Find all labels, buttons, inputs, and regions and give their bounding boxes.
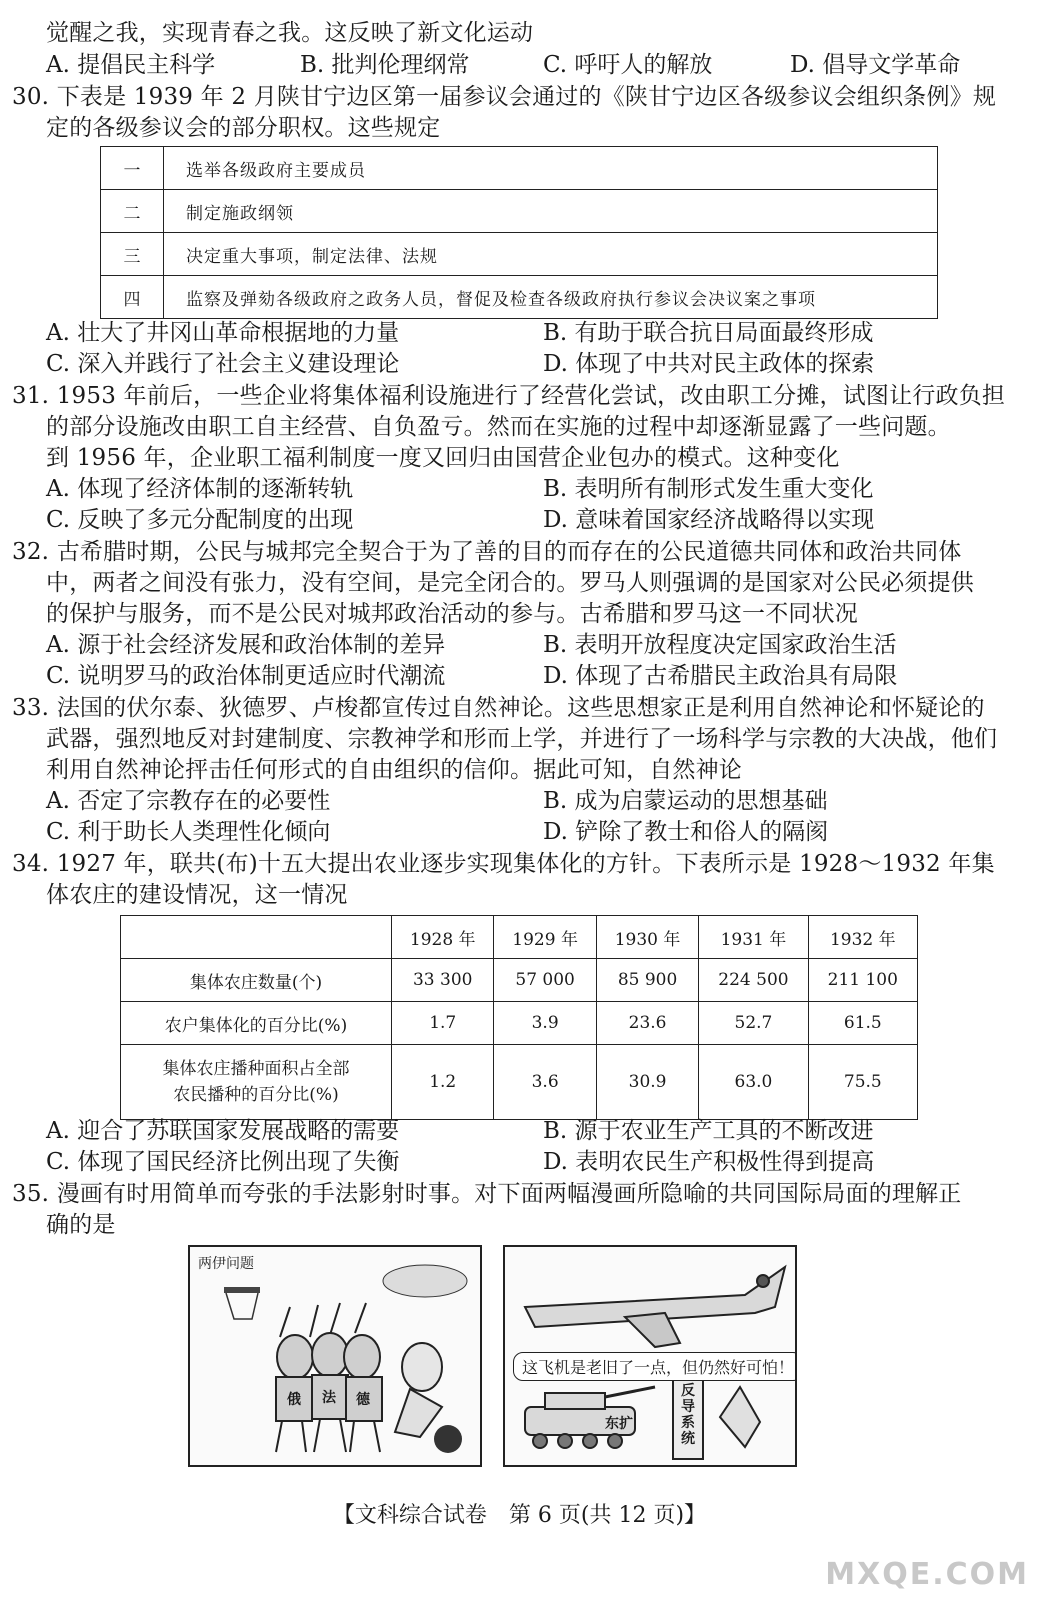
- q33-stem-line-3: 利用自然神论抨击任何形式的自由组织的信仰。据此可知，自然神论: [46, 757, 742, 783]
- q30-row-text: 决定重大事项，制定法律、法规: [164, 233, 938, 276]
- q33-option-d: D. 铲除了教士和俗人的隔阂: [543, 819, 829, 845]
- q30-row-text: 监察及弹劾各级政府之政务人员，督促及检查各级政府执行参议会决议案之事项: [164, 276, 938, 319]
- q34-table-row: [121, 959, 918, 1002]
- q34-cell: 1.2: [392, 1045, 494, 1120]
- q34-cell: 61.5: [808, 1002, 917, 1045]
- q33-stem-line-2: 武器，强烈地反对封建制度、宗教神学和形而上学，并进行了一场科学与宗教的大决战，他们: [46, 726, 998, 752]
- cartoon1-label-russia: 俄: [287, 1392, 301, 1408]
- q34-cell: 1.7: [392, 1002, 494, 1045]
- cartoon1-caption: 两伊问题: [198, 1256, 254, 1272]
- cartoon1-label-germany: 德: [356, 1392, 370, 1408]
- q30-stem-line-2: 定的各级参议会的部分职权。这些规定: [46, 115, 441, 141]
- q34-year-header: 1931 年: [699, 916, 808, 959]
- q33-option-b: B. 成为启蒙运动的思想基础: [543, 788, 828, 814]
- q30-row-text: 制定施政纲领: [164, 190, 938, 233]
- q34-table: [120, 915, 918, 1120]
- q29-option-d: D. 倡导文学革命: [790, 52, 961, 78]
- q30-table-row: [101, 276, 938, 319]
- q29-option-c: C. 呼吁人的解放: [543, 52, 713, 78]
- q32-stem-line-2: 中，两者之间没有张力，没有空间，是完全闭合的。罗马人则强调的是国家对公民必须提供: [46, 570, 974, 596]
- cartoon1-drawing: [190, 1247, 480, 1465]
- q30-option-b: B. 有助于联合抗日局面最终形成: [543, 320, 874, 346]
- q30-row-number: 二: [101, 190, 164, 233]
- q30-option-a: A. 壮大了井冈山革命根据地的力量: [46, 320, 400, 346]
- q34-cell: 211 100: [808, 959, 917, 1002]
- q34-table-row: [121, 1002, 918, 1045]
- q34-year-header: 1928 年: [392, 916, 494, 959]
- q30-table-row: [101, 233, 938, 276]
- q34-stem-line-2: 体农庄的建设情况，这一情况: [46, 882, 348, 908]
- q32-stem-line-1: 32. 古希腊时期，公民与城邦完全契合于为了善的目的而存在的公民道德共同体和政治共同体: [12, 539, 962, 565]
- q30-option-d: D. 体现了中共对民主政体的探索: [543, 351, 875, 377]
- q34-table-row: [121, 1045, 918, 1120]
- q34-option-a: A. 迎合了苏联国家发展战略的需要: [46, 1118, 400, 1144]
- q34-option-d: D. 表明农民生产积极性得到提高: [543, 1149, 875, 1175]
- q34-row-label: 农户集体化的百分比(%): [121, 1002, 392, 1045]
- q34-cell: 224 500: [699, 959, 808, 1002]
- q31-option-a: A. 体现了经济体制的逐渐转轨: [46, 476, 354, 502]
- q31-stem-line-1: 31. 1953 年前后，一些企业将集体福利设施进行了经营化尝试，改由职工分摊，试图让行政负担: [12, 383, 1006, 409]
- q34-header-blank: [121, 916, 392, 959]
- q35-stem-line-1: 35. 漫画有时用简单而夸张的手法影射时事。对下面两幅漫画所隐喻的共同国际局面的理解正: [12, 1181, 962, 1207]
- cartoon-basketball: [188, 1245, 482, 1467]
- q34-cell: 75.5: [808, 1045, 917, 1120]
- q34-cell: 63.0: [699, 1045, 808, 1120]
- q34-cell: 3.6: [494, 1045, 596, 1120]
- q34-year-header: 1932 年: [808, 916, 917, 959]
- q34-row-label-line-2: 农民播种的百分比(%): [173, 1085, 339, 1105]
- q35-stem-line-2: 确的是: [46, 1212, 116, 1238]
- q31-option-b: B. 表明所有制形式发生重大变化: [543, 476, 874, 502]
- q34-row-label-multiline: [121, 1045, 392, 1120]
- q34-option-b: B. 源于农业生产工具的不断改进: [543, 1118, 874, 1144]
- q30-table-row: [101, 147, 938, 190]
- q29-option-a: A. 提倡民主科学: [46, 52, 216, 78]
- q34-option-c: C. 体现了国民经济比例出现了失衡: [46, 1149, 400, 1175]
- cartoon2-speech-bubble: 这飞机是老旧了一点，但仍然好可怕！: [513, 1352, 797, 1381]
- cartoon1-label-france: 法: [322, 1390, 336, 1406]
- q33-option-c: C. 利于助长人类理性化倾向: [46, 819, 331, 845]
- q29-stem-tail: 觉醒之我，实现青春之我。这反映了新文化运动: [46, 20, 534, 46]
- q34-cell: 52.7: [699, 1002, 808, 1045]
- q32-option-c: C. 说明罗马的政治体制更适应时代潮流: [46, 663, 446, 689]
- q34-row-label-line-1: 集体农庄播种面积占全部: [162, 1059, 350, 1079]
- q30-option-c: C. 深入并践行了社会主义建设理论: [46, 351, 400, 377]
- q31-option-d: D. 意味着国家经济战略得以实现: [543, 507, 875, 533]
- q30-row-text: 选举各级政府主要成员: [164, 147, 938, 190]
- q34-cell: 85 900: [596, 959, 698, 1002]
- q30-row-number: 一: [101, 147, 164, 190]
- q33-option-a: A. 否定了宗教存在的必要性: [46, 788, 331, 814]
- cartoon2-missile-label: 反导系统: [681, 1383, 695, 1447]
- q34-row-label: 集体农庄数量(个): [121, 959, 392, 1002]
- q32-stem-line-3: 的保护与服务，而不是公民对城邦政治活动的参与。古希腊和罗马这一不同状况: [46, 601, 858, 627]
- q34-stem-line-1: 34. 1927 年，联共(布)十五大提出农业逐步实现集体化的方针。下表所示是 1928～1932 年集: [12, 851, 995, 877]
- q30-stem-line-1: 30. 下表是 1939 年 2 月陕甘宁边区第一届参议会通过的《陕甘宁边区各级参议会组织条例》规: [12, 84, 997, 110]
- q32-option-a: A. 源于社会经济发展和政治体制的差异: [46, 632, 446, 658]
- q30-table: [100, 146, 938, 319]
- q34-cell: 30.9: [596, 1045, 698, 1120]
- q32-option-b: B. 表明开放程度决定国家政治生活: [543, 632, 897, 658]
- q30-row-number: 四: [101, 276, 164, 319]
- cartoon-airplane: [503, 1245, 797, 1467]
- q31-stem-line-3: 到 1956 年，企业职工福利制度一度又回归由国营企业包办的模式。这种变化: [46, 445, 840, 471]
- q34-year-header: 1930 年: [596, 916, 698, 959]
- q34-cell: 57 000: [494, 959, 596, 1002]
- cartoon2-tank-label: 东扩: [605, 1416, 633, 1432]
- q34-table-header-row: [121, 916, 918, 959]
- q31-stem-line-2: 的部分设施改由职工自主经营、自负盈亏。然而在实施的过程中却逐渐显露了一些问题。: [46, 414, 951, 440]
- q30-row-number: 三: [101, 233, 164, 276]
- page-footer: 【文科综合试卷 第 6 页(共 12 页)】: [332, 1503, 707, 1528]
- q33-stem-line-1: 33. 法国的伏尔泰、狄德罗、卢梭都宣传过自然神论。这些思想家正是利用自然神论和怀疑论的: [12, 695, 985, 721]
- q34-cell: 23.6: [596, 1002, 698, 1045]
- q34-cell: 33 300: [392, 959, 494, 1002]
- watermark-logo: MXQE.COM: [825, 1557, 1029, 1592]
- q34-year-header: 1929 年: [494, 916, 596, 959]
- q30-table-row: [101, 190, 938, 233]
- q32-option-d: D. 体现了古希腊民主政治具有局限: [543, 663, 898, 689]
- q34-cell: 3.9: [494, 1002, 596, 1045]
- q31-option-c: C. 反映了多元分配制度的出现: [46, 507, 354, 533]
- q29-option-b: B. 批判伦理纲常: [300, 52, 470, 78]
